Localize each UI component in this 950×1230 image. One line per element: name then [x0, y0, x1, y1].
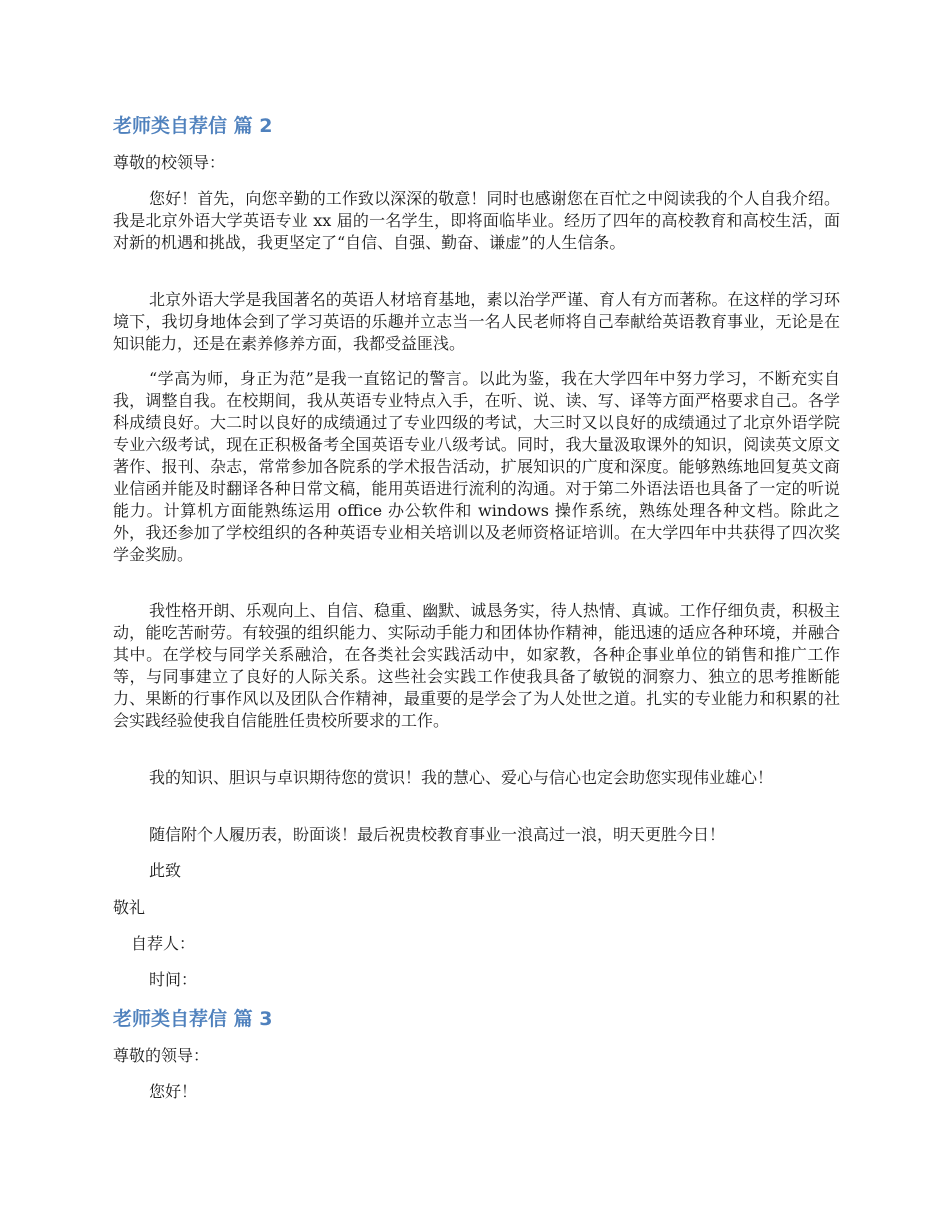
date-line: 时间：	[149, 970, 198, 989]
closing-line: 此致	[149, 861, 182, 880]
signer-line: 自荐人：	[131, 934, 196, 953]
paragraph: 我性格开朗、乐观向上、自信、稳重、幽默、诚恳务实，待人热情、真诚。工作仔细负责，积极主动，能吃苦耐劳。有较强的组织能力、实际动手能力和团体协作精神，能迅速的适应各种环境，并融合其中。在学校与同学关系融洽，在各类社会实践活动中，如家教，各种企事业单位的销售和推广工作等，与同事建立了良好的人际关系。这些社会实践工作使我具备了敏锐的洞察力、独立的思考推断能力、果断的行事作风以及团队合作精神，最重要的是学会了为人处世之道。扎实的专业能力和积累的社会实践经验使我自信能胜任贵校所要求的工作。	[113, 601, 840, 730]
paragraph: 随信附个人履历表，盼面谈！最后祝贵校教育事业一浪高过一浪，明天更胜今日！	[149, 825, 726, 844]
paragraph: “学高为师，身正为范”是我一直铭记的警言。以此为鉴，我在大学四年中努力学习，不断充实自我，调整自我。在校期间，我从英语专业特点入手，在听、说、读、写、译等方面严格要求自己。各学科成绩良好。大二时以良好的成绩通过了专业四级的考试，大三时又以良好的成绩通过了北京外语学院专业六级考试，现在正积极备考全国英语专业八级考试。同时，我大量汲取课外的知识，阅读英文原文著作、报刊、杂志，常常参加各院系的学术报告活动，扩展知识的广度和深度。能够熟练地回复英文商业信函并能及时翻译各种日常文稿，能用英语进行流利的沟通。对于第二外语法语也具备了一定的听说能力。计算机方面能熟练运用 office 办公软件和 windows 操作系统，熟练处理各种文档。除此之外，我还参加了学校组织的各种英语专业相关培训以及老师资格证培训。在大学四年中共获得了四次奖学金奖励。	[113, 369, 840, 564]
greeting-line: 您好！	[149, 1082, 198, 1101]
paragraph: 您好！首先，向您辛勤的工作致以深深的敬意！同时也感谢您在百忙之中阅读我的个人自我介绍。我是北京外语大学英语专业 xx 届的一名学生，即将面临毕业。经历了四年的高校教育和高校生活，面对新的机遇和挑战，我更坚定了“自信、自强、勤奋、谦虚”的人生信条。	[113, 189, 840, 252]
salutation: 尊敬的领导：	[113, 1046, 210, 1065]
closing-line: 敬礼	[113, 898, 146, 917]
section-heading: 老师类自荐信 篇 3	[113, 1008, 273, 1030]
section-heading: 老师类自荐信 篇 2	[113, 115, 273, 137]
salutation: 尊敬的校领导：	[113, 153, 226, 172]
paragraph: 北京外语大学是我国著名的英语人材培育基地，素以治学严谨、育人有方而著称。在这样的学习环境下，我切身地体会到了学习英语的乐趣并立志当一名人民老师将自己奉献给英语教育事业，无论是在知识能力，还是在素养修养方面，我都受益匪浅。	[113, 290, 840, 353]
paragraph: 我的知识、胆识与卓识期待您的赏识！我的慧心、爱心与信心也定会助您实现伟业雄心！	[149, 768, 774, 787]
